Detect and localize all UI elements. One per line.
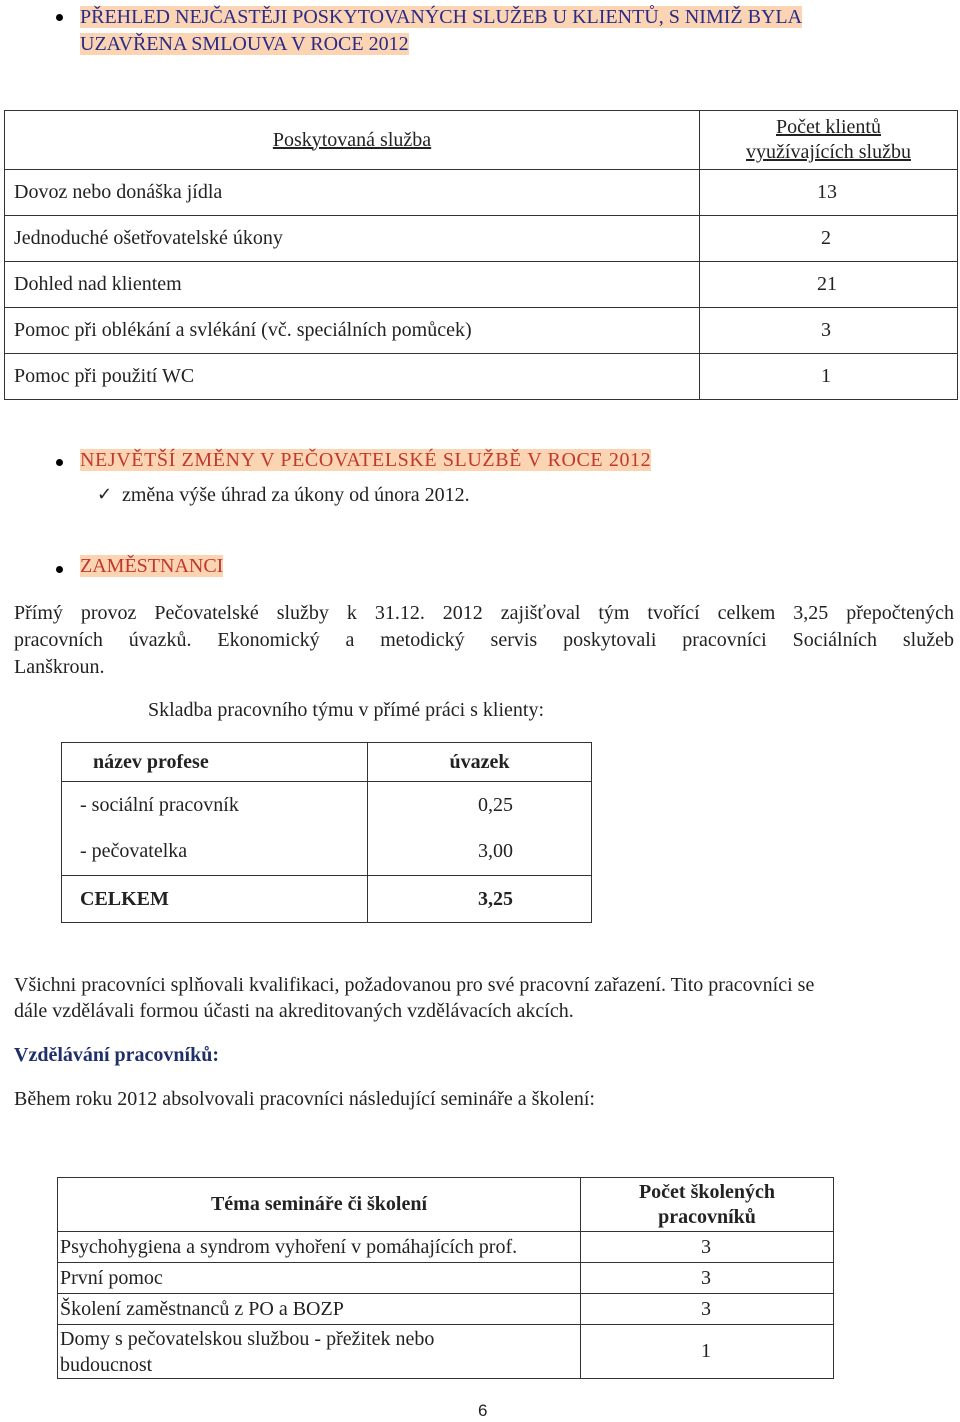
table-row (5, 262, 958, 308)
total-value: 3,25 (368, 876, 592, 923)
service-count: 21 (700, 262, 958, 308)
table-row (58, 1325, 834, 1379)
services-table (4, 110, 958, 400)
training-topic: První pomoc (58, 1263, 581, 1294)
training-topic: Psychohygiena a syndrom vyhoření v pomáhajících prof. (58, 1232, 581, 1263)
team-table (61, 742, 592, 923)
team-header-profession: název profese (62, 743, 368, 782)
training-header-count: Počet školených pracovníků (581, 1178, 834, 1232)
table-row (62, 829, 592, 876)
service-name: Pomoc při použití WC (5, 354, 700, 400)
table-row-total (62, 876, 592, 923)
services-header-count: Počet klientů využívajících službu (700, 111, 958, 170)
table-row (58, 1263, 834, 1294)
table-row (5, 170, 958, 216)
training-header-topic: Téma semináře či školení (58, 1178, 581, 1232)
change-item: změna výše úhrad za úkony od února 2012. (122, 484, 470, 506)
team-caption: Skladba pracovního týmu v přímé práci s klienty: (148, 699, 545, 721)
table-row (5, 308, 958, 354)
service-count: 13 (700, 170, 958, 216)
profession-fte: 0,25 (368, 782, 592, 829)
bullet-icon (56, 566, 63, 573)
qualification-paragraph: Všichni pracovníci splňovali kvalifikaci, požadovanou pro své pracovní zařazení. Tito pracovníci se dále vzdělávali formou účasti na akreditovaných vzdělávacích akcích. (14, 974, 815, 1022)
total-label: CELKEM (62, 876, 368, 923)
section-title-services: PŘEHLED NEJČASTĚJI POSKYTOVANÝCH SLUŽEB U KLIENTŮ, S NIMIŽ BYLA UZAVŘENA SMLOUVA V ROCE 2012 (80, 6, 803, 55)
checkmark-icon: ✓ (97, 484, 113, 505)
service-name: Dovoz nebo donáška jídla (5, 170, 700, 216)
table-row (58, 1232, 834, 1263)
training-heading: Vzdělávání pracovníků: (14, 1044, 220, 1066)
service-count: 1 (700, 354, 958, 400)
training-count: 3 (581, 1263, 834, 1294)
employees-paragraph: Přímý provoz Pečovatelské služby k 31.12. 2012 zajišťoval tým tvořící celkem 3,25 přepočtených pracovních úvazků. Ekonomický a metodický servis poskytovali pracovníci Sociálních služeb Lanškroun. (14, 602, 954, 678)
profession-fte: 3,00 (368, 829, 592, 876)
training-intro: Během roku 2012 absolvovali pracovníci následující semináře a školení: (14, 1088, 595, 1110)
service-count: 3 (700, 308, 958, 354)
page-number: 6 (478, 1401, 488, 1420)
profession-name: - sociální pracovník (62, 782, 368, 829)
bullet-icon (56, 14, 63, 21)
service-name: Jednoduché ošetřovatelské úkony (5, 216, 700, 262)
service-count: 2 (700, 216, 958, 262)
training-table (57, 1177, 834, 1379)
training-topic: Školení zaměstnanců z PO a BOZP (58, 1294, 581, 1325)
bullet-icon (56, 459, 63, 466)
table-row (5, 216, 958, 262)
training-count: 3 (581, 1232, 834, 1263)
service-name: Dohled nad klientem (5, 262, 700, 308)
training-count: 1 (581, 1325, 834, 1379)
team-header-fte: úvazek (368, 743, 592, 782)
section-title-employees: ZAMĚSTNANCI (80, 555, 224, 577)
services-header-service: Poskytovaná služba (5, 111, 700, 170)
table-row (62, 782, 592, 829)
training-count: 3 (581, 1294, 834, 1325)
profession-name: - pečovatelka (62, 829, 368, 876)
service-name: Pomoc při oblékání a svlékání (vč. speciálních pomůcek) (5, 308, 700, 354)
training-topic: Domy s pečovatelskou službou - přežitek nebo budoucnost (58, 1325, 581, 1379)
section-title-changes: NEJVĚTŠÍ ZMĚNY V PEČOVATELSKÉ SLUŽBĚ V ROCE 2012 (80, 449, 652, 471)
table-row (58, 1294, 834, 1325)
table-row (5, 354, 958, 400)
